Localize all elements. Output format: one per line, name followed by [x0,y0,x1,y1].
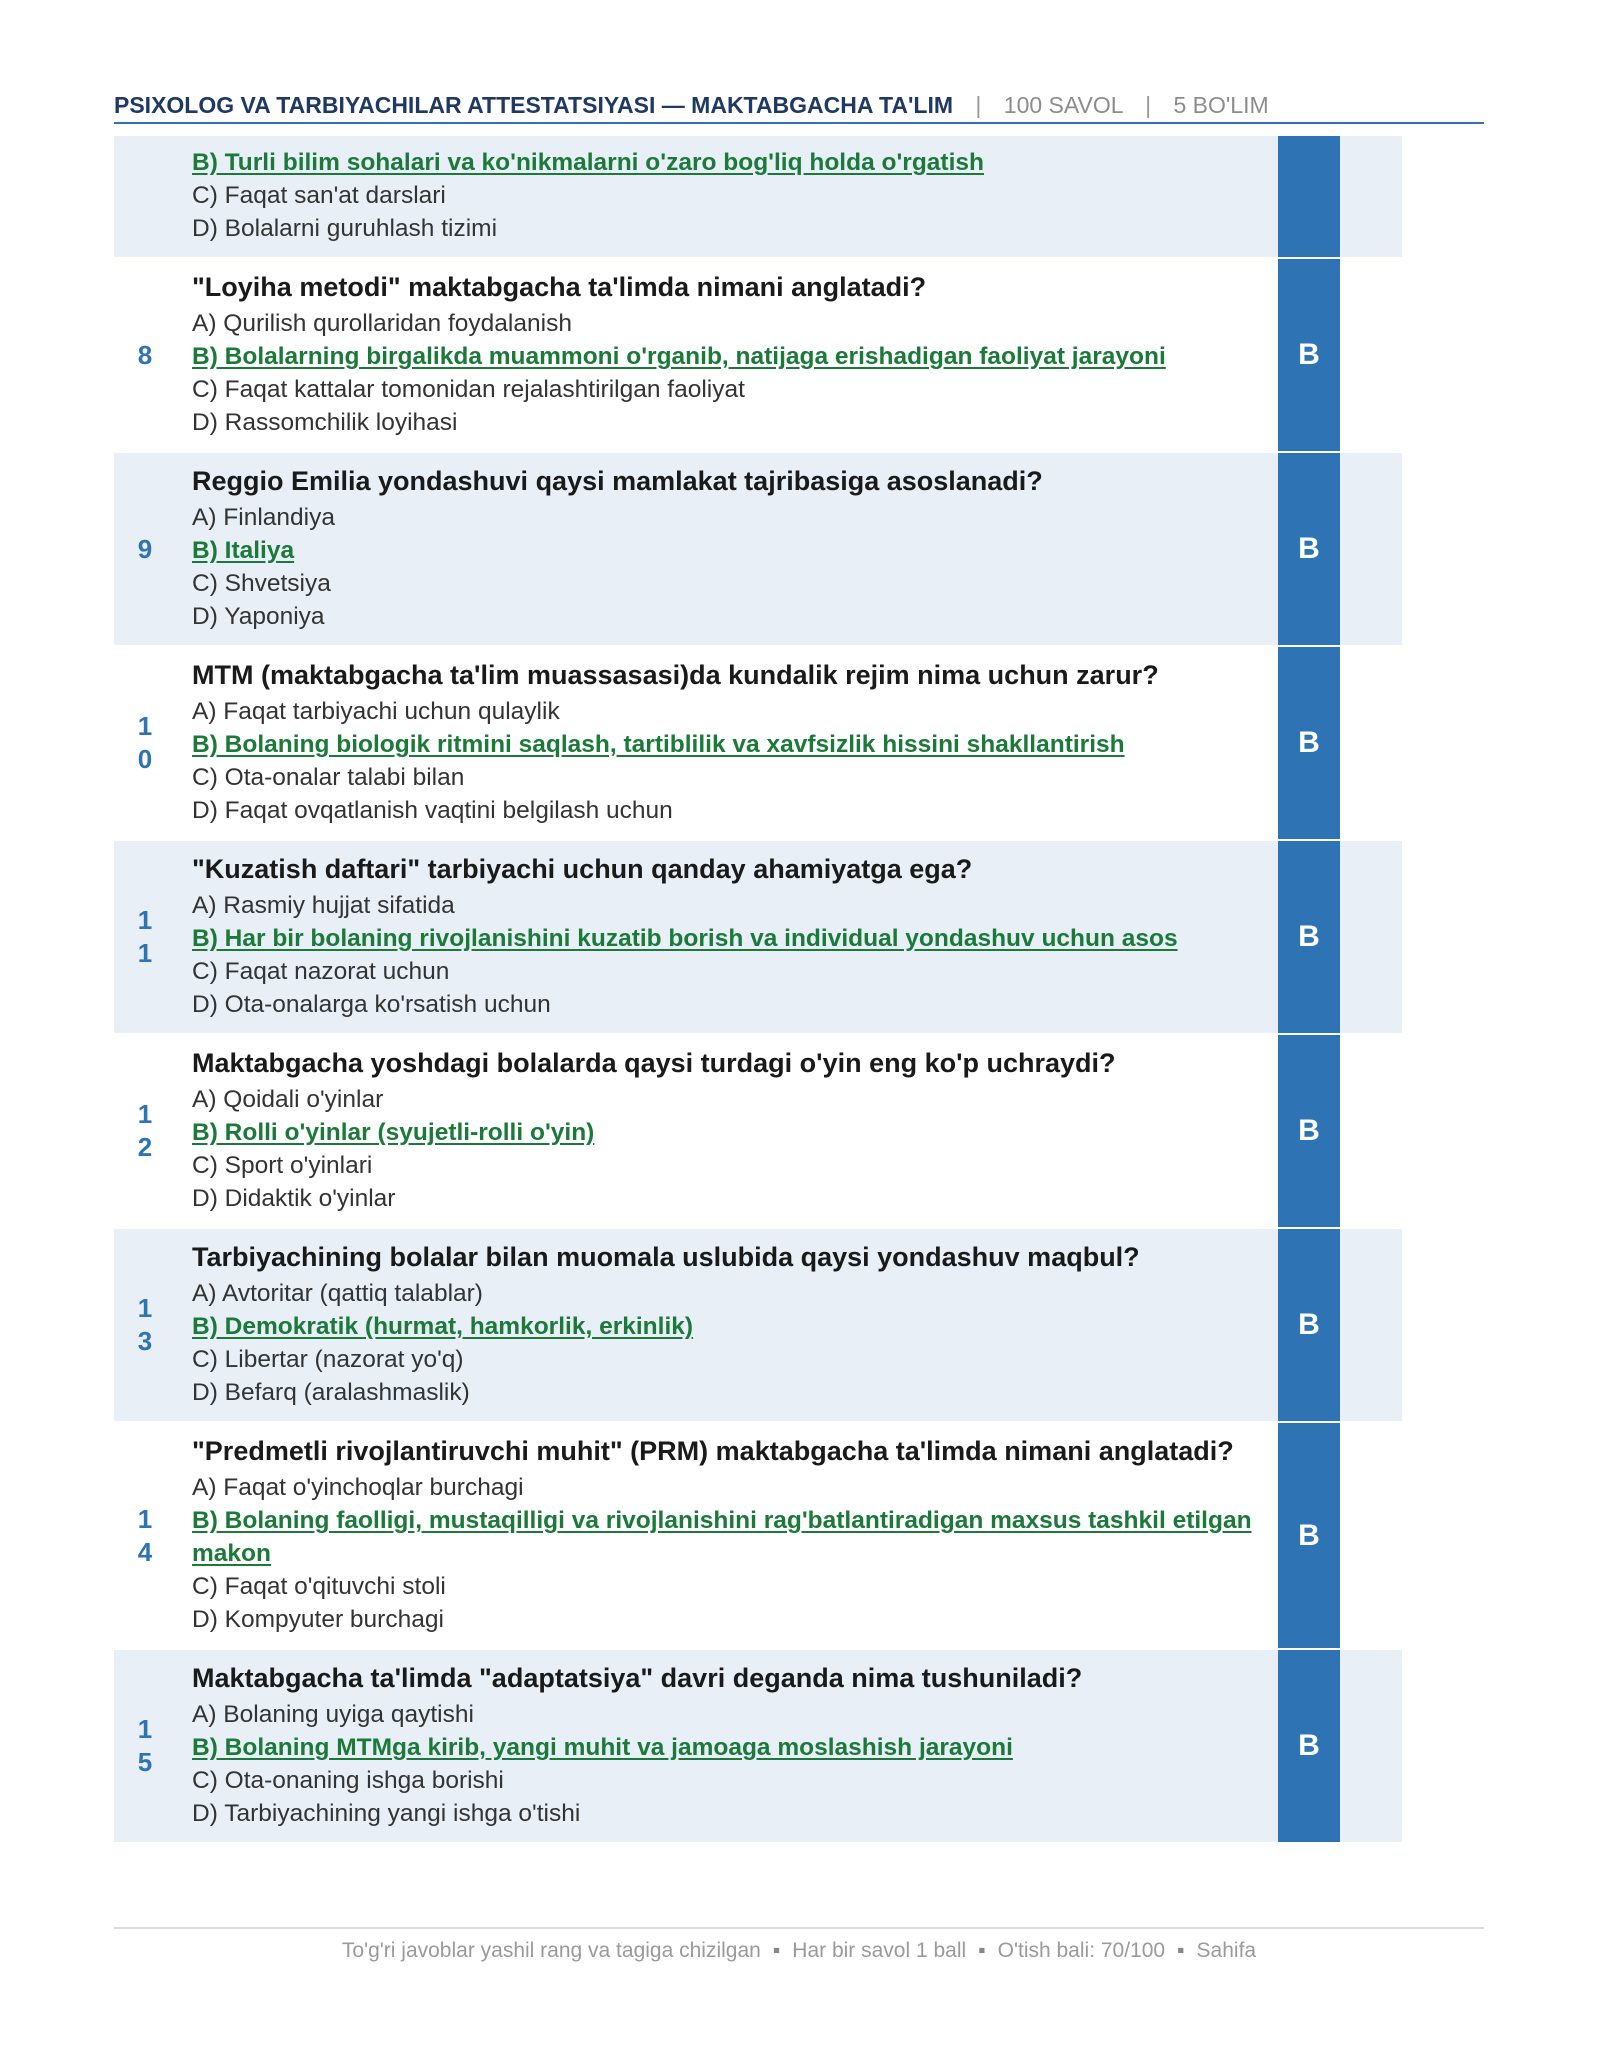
question-number-text: 11 [137,905,153,968]
question-number [114,136,176,257]
correct-option: B) Har bir bolaning rivojlanishini kuzatib borish va individual yondashuv uchun asos [192,925,1178,952]
answer-option: D) Tarbiyachining yangi ishga o'tishi [192,1800,581,1827]
footer-separator: ▪ [1177,1939,1185,1962]
answer-key-cell: B [1278,1423,1340,1648]
footer-item: To'g'ri javoblar yashil rang va tagiga chizilgan [341,1939,761,1962]
question-number [114,841,176,1033]
answer-option: D) Befarq (aralashmaslik) [192,1379,470,1406]
question-row [114,1423,1402,1650]
question-content [176,259,1276,451]
answer-option: C) Faqat nazorat uchun [192,958,450,985]
sections-count: 5 BO'LIM [1173,92,1269,118]
question-content [176,647,1276,839]
question-number [114,1650,176,1842]
answer-option: C) Faqat san'at darslari [192,182,446,209]
header-separator: | [975,92,982,118]
answer-option: A) Finlandiya [192,504,335,531]
answer-key-cell: B [1278,1229,1340,1421]
answer-option: A) Bolaning uyiga qaytishi [192,1701,474,1728]
answer-option: A) Qurilish qurollaridan foydalanish [192,310,572,337]
question-row [114,259,1402,453]
answer-option: C) Faqat o'qituvchi stoli [192,1573,446,1600]
answer-option: A) Rasmiy hujjat sifatida [192,892,455,919]
correct-option: B) Bolaning biologik ritmini saqlash, tartiblilik va xavfsizlik hissini shakllantirish [192,731,1125,758]
questions-count: 100 SAVOL [1003,92,1123,118]
answer-key-cell: B [1278,647,1340,839]
answer-option: C) Sport o'yinlari [192,1152,373,1179]
question-row [114,841,1402,1035]
question-number [114,1035,176,1227]
answer-option: A) Faqat o'yinchoqlar burchagi [192,1474,524,1501]
question-content [176,1650,1276,1842]
question-number [114,453,176,645]
question-number-text: 15 [137,1714,153,1777]
question-row [114,1229,1402,1423]
answer-key-cell: B [1278,259,1340,451]
answer-key-cell: B [1278,1035,1340,1227]
answer-option: A) Faqat tarbiyachi uchun qulaylik [192,698,560,725]
page-header [114,92,1484,124]
question-number-text: 9 [137,533,153,564]
question-text: MTM (maktabgacha ta'lim muassasasi)da kundalik rejim nima uchun zarur? [192,660,1159,690]
answer-option: C) Libertar (nazorat yo'q) [192,1346,464,1373]
question-number-text: 13 [137,1293,153,1356]
question-content [176,136,1276,257]
answer-key-cell: B [1278,1650,1340,1842]
answer-option: C) Ota-onaning ishga borishi [192,1767,504,1794]
questions-table [114,136,1402,1844]
answer-option: C) Faqat kattalar tomonidan rejalashtirilgan faoliyat [192,376,745,403]
question-content [176,1423,1276,1648]
answer-key-cell [1278,136,1340,257]
answer-option: D) Faqat ovqatlanish vaqtini belgilash uchun [192,797,673,824]
answer-option: A) Avtoritar (qattiq talablar) [192,1280,483,1307]
footer-item: O'tish bali: 70/100 [997,1939,1166,1962]
answer-option: D) Kompyuter burchagi [192,1606,444,1633]
question-content [176,1229,1276,1421]
footer-separator: ▪ [978,1939,986,1962]
answer-option: C) Ota-onalar talabi bilan [192,764,465,791]
question-text: "Predmetli rivojlantiruvchi muhit" (PRM) maktabgacha ta'limda nimani anglatadi? [192,1436,1234,1466]
correct-option: B) Italiya [192,537,295,564]
question-content [176,841,1276,1033]
page-footer [114,1927,1484,1963]
question-row [114,1650,1402,1844]
footer-item: Har bir savol 1 ball [792,1939,967,1962]
question-number [114,259,176,451]
question-number [114,1229,176,1421]
document-title: PSIXOLOG VA TARBIYACHILAR ATTESTATSIYASI — MAKTABGACHA TA'LIM [114,92,954,118]
correct-option: B) Demokratik (hurmat, hamkorlik, erkinlik) [192,1313,694,1340]
question-number-text: 14 [137,1503,153,1567]
answer-option: D) Yaponiya [192,603,325,630]
question-text: Maktabgacha yoshdagi bolalarda qaysi turdagi o'yin eng ko'p uchraydi? [192,1048,1116,1078]
question-number-text: 8 [137,339,153,370]
question-text: Tarbiyachining bolalar bilan muomala uslubida qaysi yondashuv maqbul? [192,1242,1140,1272]
answer-option: D) Bolalarni guruhlash tizimi [192,215,498,242]
question-content [176,453,1276,645]
answer-option: D) Rassomchilik loyihasi [192,409,458,436]
question-text: Maktabgacha ta'limda "adaptatsiya" davri deganda nima tushuniladi? [192,1663,1083,1693]
question-number [114,647,176,839]
question-number-text: 12 [137,1099,153,1162]
correct-option: B) Bolaning faolligi, mustaqilligi va rivojlanishini rag'batlantiradigan maxsus tashkil etilgan makon [192,1507,1252,1567]
question-text: Reggio Emilia yondashuvi qaysi mamlakat tajribasiga asoslanadi? [192,466,1043,496]
correct-option: B) Bolalarning birgalikda muammoni o'rganib, natijaga erishadigan faoliyat jarayoni [192,343,1166,370]
correct-option: B) Bolaning MTMga kirib, yangi muhit va jamoaga moslashish jarayoni [192,1734,1013,1761]
question-text: "Loyiha metodi" maktabgacha ta'limda nimani anglatadi? [192,272,927,302]
answer-key-cell: B [1278,453,1340,645]
question-row [114,1035,1402,1229]
question-row [114,136,1402,259]
question-row [114,647,1402,841]
footer-item: Sahifa [1196,1939,1257,1962]
footer-separator: ▪ [772,1939,781,1962]
answer-key-cell: B [1278,841,1340,1033]
answer-option: C) Shvetsiya [192,570,331,597]
question-number [114,1423,176,1648]
answer-option: A) Qoidali o'yinlar [192,1086,384,1113]
correct-option: B) Turli bilim sohalari va ko'nikmalarni o'zaro bog'liq holda o'rgatish [192,149,984,176]
question-number-text: 10 [137,711,153,774]
question-text: "Kuzatish daftari" tarbiyachi uchun qanday ahamiyatga ega? [192,854,973,884]
answer-option: D) Didaktik o'yinlar [192,1185,396,1212]
header-separator: | [1145,92,1152,118]
question-row [114,453,1402,647]
question-content [176,1035,1276,1227]
correct-option: B) Rolli o'yinlar (syujetli-rolli o'yin) [192,1119,595,1146]
answer-option: D) Ota-onalarga ko'rsatish uchun [192,991,551,1018]
